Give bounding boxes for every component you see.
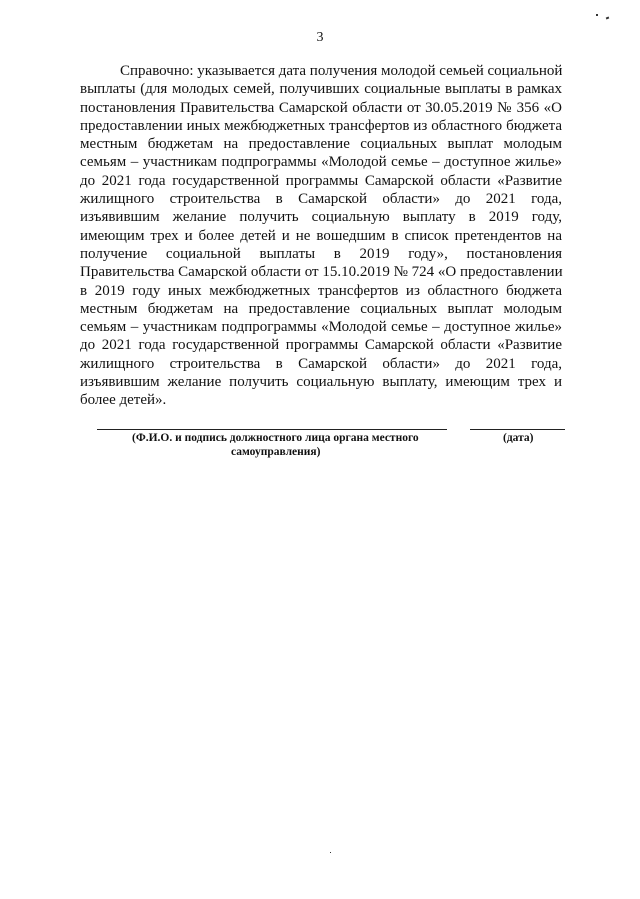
paragraph-line: до 2021 года государственной программы Самарской области «Развитие [80, 337, 562, 354]
paragraph-line: жилищного строительства в Самарской области» до 2021 года, [80, 191, 562, 208]
official-signature-line [97, 429, 447, 430]
paragraph-line: предоставлении иных межбюджетных трансфертов из областного бюджета [80, 117, 562, 134]
paragraph-line: выплаты (для молодых семей, получивших социальные выплаты в рамках [80, 81, 562, 98]
date-signature-caption: (дата) [503, 432, 534, 444]
reference-paragraph [80, 62, 562, 410]
paragraph-line: имеющим трех и более детей и не вошедшим в список претендентов на [80, 227, 562, 244]
paragraph-line: до 2021 года государственной программы Самарской области «Развитие [80, 172, 562, 189]
paragraph-line: изъявившим желание получить социальную выплату, имеющим трех и [80, 374, 562, 391]
paragraph-line-last: более детей». [80, 392, 167, 409]
paragraph-line: жилищного строительства в Самарской области» до 2021 года, [80, 355, 562, 372]
date-signature-line [470, 429, 565, 430]
scan-speck [596, 14, 598, 16]
paragraph-line: изъявившим желание получить социальную выплату в 2019 году, [80, 209, 562, 226]
paragraph-line: местным бюджетам на предоставление социальных выплат молодым [80, 136, 562, 153]
scan-speck [330, 852, 331, 853]
scan-speck [606, 17, 610, 20]
paragraph-line: местным бюджетам на предоставление социальных выплат молодым [80, 300, 562, 317]
paragraph-line: в 2019 году иных межбюджетных трансфертов из областного бюджета [80, 282, 562, 299]
paragraph-line: получение социальной выплаты в 2019 году», постановления [80, 245, 562, 262]
paragraph-line: семьям – участникам подпрограммы «Молодой семье – доступное жилье» [80, 319, 562, 336]
paragraph-line: Справочно: указывается дата получения молодой семьей социальной [120, 63, 563, 79]
paragraph-line: Правительства Самарской области от 15.10.2019 № 724 «О предоставлении [80, 264, 563, 281]
official-signature-caption-cont: самоуправления) [231, 446, 321, 458]
official-signature-caption: (Ф.И.О. и подпись должностного лица органа местного [132, 432, 419, 444]
page-number: 3 [316, 30, 324, 45]
paragraph-line: постановления Правительства Самарской области от 30.05.2019 № 356 «О [80, 99, 562, 116]
paragraph-line: семьям – участникам подпрограммы «Молодой семье – доступное жилье» [80, 154, 562, 171]
